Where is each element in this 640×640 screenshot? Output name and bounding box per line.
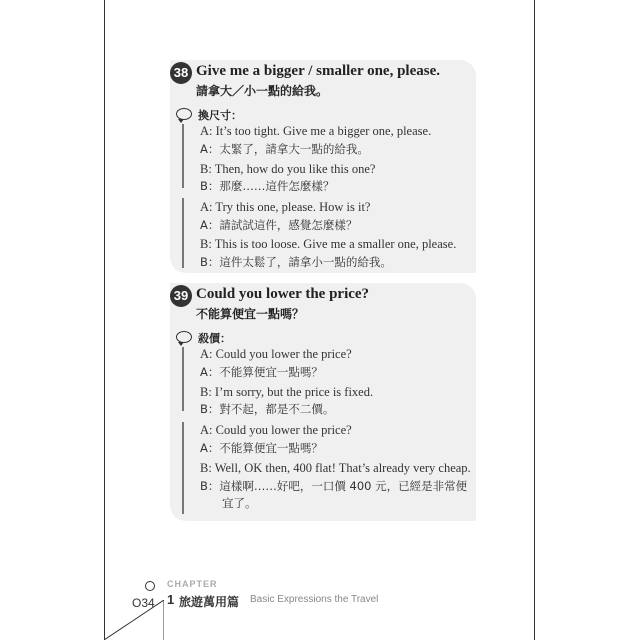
page-number: O34 bbox=[132, 596, 155, 610]
speech-bubble-icon bbox=[176, 331, 192, 343]
dialogue-line-zh: A：太緊了，請拿大一點的給我。 bbox=[200, 142, 369, 156]
chapter-icon bbox=[145, 581, 155, 591]
dialogue-line-zh: B：那麼……這件怎麼樣？ bbox=[200, 179, 335, 193]
chapter-title-en: Basic Expressions the Travel bbox=[250, 594, 379, 605]
phrase-title-en: Could you lower the price? bbox=[196, 286, 370, 302]
dialogue-line-zh: A：不能算便宜一點嗎？ bbox=[200, 365, 323, 379]
dialogue-line-zh: B：這件太鬆了，請拿小一點的給我。 bbox=[200, 255, 392, 269]
dialogue-line-zh: A：不能算便宜一點嗎？ bbox=[200, 441, 323, 455]
phrase-title-en: Give me a bigger / smaller one, please. bbox=[196, 63, 440, 79]
section-number-badge: 38 bbox=[170, 62, 192, 84]
dialogue-line-en: A: Could you lower the price? bbox=[200, 423, 352, 437]
topic-label bbox=[176, 107, 242, 123]
dialogue-bar bbox=[182, 124, 184, 188]
dialogue-line-en: B: Well, OK then, 400 flat! That’s already very cheap. bbox=[200, 461, 471, 475]
dialogue-line-en: B: I’m sorry, but the price is fixed. bbox=[200, 385, 374, 399]
phrase-title-zh: 請拿大／小一點的給我。 bbox=[196, 84, 329, 98]
dialogue-bar bbox=[182, 198, 184, 268]
chapter-title-zh: 旅遊萬用篇 bbox=[179, 595, 240, 609]
dialogue-line-en: A: Could you lower the price? bbox=[200, 347, 352, 361]
topic-text: 換尺寸： bbox=[198, 109, 242, 122]
phrase-title-zh: 不能算便宜一點嗎？ bbox=[196, 307, 305, 321]
topic-label bbox=[176, 330, 231, 346]
chapter-number: 1 bbox=[167, 592, 175, 607]
dialogue-line-en: A: Try this one, please. How is it? bbox=[200, 200, 371, 214]
topic-text: 殺價： bbox=[198, 332, 231, 345]
dialogue-line-zh: 宜了。 bbox=[222, 496, 257, 510]
dialogue-line-zh: A：請試試這件，感覺怎麼樣？ bbox=[200, 218, 358, 232]
speech-bubble-icon bbox=[176, 108, 192, 120]
section-number-badge: 39 bbox=[170, 285, 192, 307]
phrase-section-39 bbox=[170, 283, 476, 521]
dialogue-bar bbox=[182, 422, 184, 514]
dialogue-bar bbox=[182, 347, 184, 411]
dialogue-line-zh: B：這樣啊……好吧，一口價 400 元，已經是非常便 bbox=[200, 479, 468, 493]
phrase-section-38 bbox=[170, 60, 476, 273]
dialogue-line-zh: B：對不起，都是不二價。 bbox=[200, 402, 335, 416]
chapter-label: CHAPTER bbox=[167, 579, 218, 589]
dialogue-line-en: A: It’s too tight. Give me a bigger one, please. bbox=[200, 124, 432, 138]
dialogue-line-en: B: This is too loose. Give me a smaller one, please. bbox=[200, 237, 457, 251]
dialogue-line-en: B: Then, how do you like this one? bbox=[200, 162, 376, 176]
